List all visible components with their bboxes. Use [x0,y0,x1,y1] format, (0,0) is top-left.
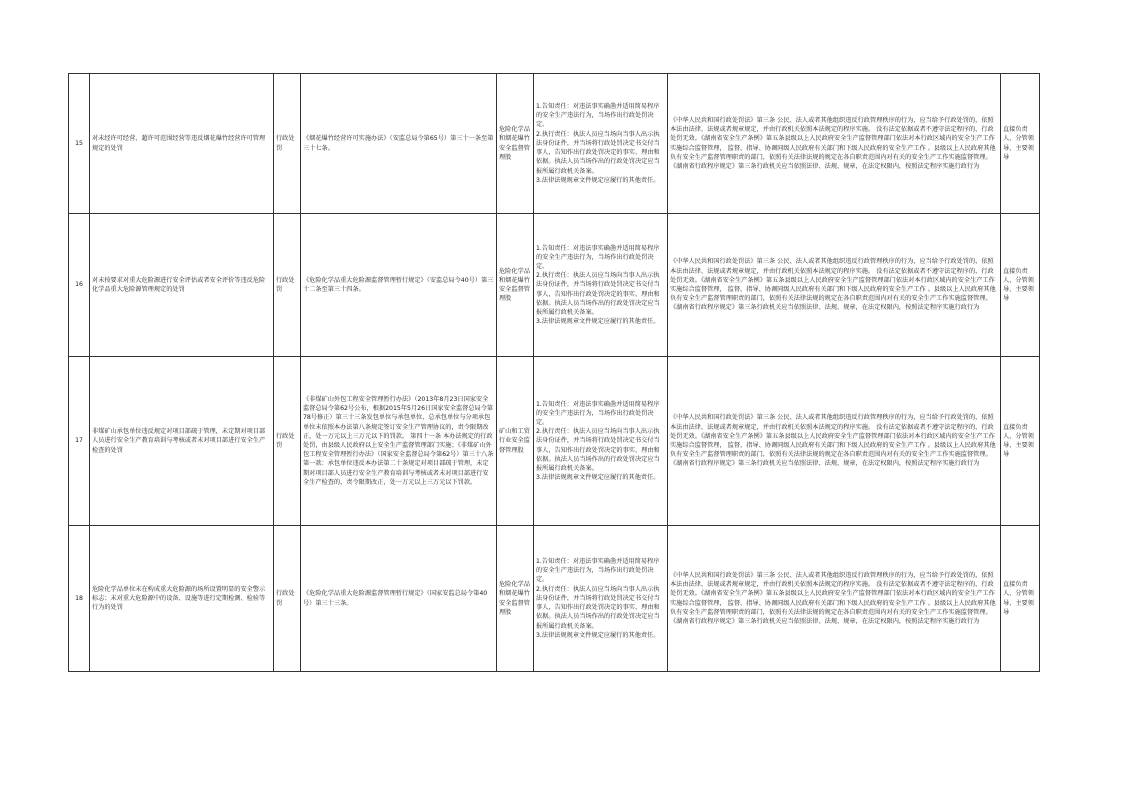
duty-item: 1.告知责任：对违法事实确凿并适用简易程序的安全生产违法行为，当场作出行政处罚决定。 [536,400,660,426]
accountable-persons: 直接负责人、分管领导、主要领导 [1001,214,1040,357]
table-body [69,74,1040,672]
table-row [69,74,1040,214]
accountable-persons: 直接负责人、分管领导、主要领导 [1001,74,1040,214]
duty-content [534,74,668,214]
duty-item: 1.告知责任：对违法事实确凿并适用简易程序的安全生产违法行为，当场作出行政处罚决定。 [536,558,660,584]
duty-content [534,526,668,672]
duty-item: 2.执行责任：执法人员应当场向当事人出示执法身份证件，并当场将行政处罚决定书交付当事人，告知作出行政处罚决定的事实、理由和依据。执法人员当场作出的行政处罚决定应当报所属行政机关备案。 [536,428,660,472]
duty-item: 2.执行责任：执法人员应当场向当事人出示执法身份证件，并当场将行政处罚决定书交付当事人，告知作出行政处罚决定的事实、理由和依据。执法人员当场作出的行政处罚决定应当报所属行政机关备案。 [536,272,660,316]
row-number: 18 [69,526,90,672]
accountability-basis: 《中华人民共和国行政处罚法》第三条 公民、法人或者其他组织违反行政管理秩序的行为，应当给予行政处罚的，依照本法由法律、法规或者规章规定，并由行政机关依照本法规定的程序实施。 没有法定依据或者不遵守法定程序的，行政处罚无效。《湖南省安全生产条例》第五条县级以上人民政府安全生产监督管理部门依法对本行政区域内的安全生产工作实施综合监督管理， 监督、指导、协调同级人民政府有关部门和下级人民政府的安全生产工作 。县级以上人民政府其他负有安全生产监督管理职责的部门，依照有关法律法规的规定在各自职责范围内对有关的安全生产工作实施监督管理。《湖南省行政程序规定》第三条行政机关应当依照法律、法规、规章，在法定权限内，按照法定程序实施行政行为 [668,526,1001,672]
duty-item: 3.法律法规规章文件规定应履行的其他责任。 [536,474,660,482]
accountable-persons: 直接负责人、分管领导、主要领导 [1001,526,1040,672]
item-type: 行政处罚 [274,357,301,526]
duty-item: 1.告知责任：对违法事实确凿并适用简易程序的安全生产违法行为，当场作出行政处罚决定。 [536,244,660,270]
accountability-basis: 《中华人民共和国行政处罚法》第三条 公民、法人或者其他组织违反行政管理秩序的行为，应当给予行政处罚的，依照本法由法律、法规或者规章规定，并由行政机关依照本法规定的程序实施。 没有法定依据或者不遵守法定程序的，行政处罚无效。《湖南省安全生产条例》第五条县级以上人民政府安全生产监督管理部门依法对本行政区域内的安全生产工作实施综合监督管理， 监督、指导、协调同级人民政府有关部门和下级人民政府的安全生产工作 。县级以上人民政府其他负有安全生产监督管理职责的部门，依照有关法律法规的规定在各自职责范围内对有关的安全生产工作实施监督管理。《湖南省行政程序规定》第三条行政机关应当依照法律、法规、规章，在法定权限内，按照法定程序实施行政行为 [668,357,1001,526]
legal-basis: 《危险化学品重大危险源监督管理暂行规定》（国家安监总局令第40号）第三十三条。 [301,526,497,672]
legal-basis: 《烟花爆竹经营许可实施办法》（安监总局令第65号）第三十一条至第三十七条。 [301,74,497,214]
responsible-dept: 危险化学品和烟花爆竹安全监督管理股 [497,214,534,357]
item-type: 行政处罚 [274,74,301,214]
duty-content [534,357,668,526]
table-row [69,214,1040,357]
table-row [69,357,1040,526]
duty-item: 1.告知责任：对违法事实确凿并适用简易程序的安全生产违法行为，当场作出行政处罚决定。 [536,103,660,129]
duty-content [534,214,668,357]
row-number: 15 [69,74,90,214]
accountability-basis: 《中华人民共和国行政处罚法》第三条 公民、法人或者其他组织违反行政管理秩序的行为，应当给予行政处罚的，依照本法由法律、法规或者规章规定，并由行政机关依照本法规定的程序实施。 没有法定依据或者不遵守法定程序的，行政处罚无效。《湖南省安全生产条例》第五条县级以上人民政府安全生产监督管理部门依法对本行政区域内的安全生产工作实施综合监督管理， 监督、指导、协调同级人民政府有关部门和下级人民政府的安全生产工作 。县级以上人民政府其他负有安全生产监督管理职责的部门，依照有关法律法规的规定在各自职责范围内对有关的安全生产工作实施监督管理。《湖南省行政程序规定》第三条行政机关应当依照法律、法规、规章，在法定权限内，按照法定程序实施行政行为 [668,74,1001,214]
responsible-dept: 危险化学品和烟花爆竹安全监督管理股 [497,74,534,214]
duty-item: 3.法律法规规章文件规定应履行的其他责任。 [536,176,660,184]
responsibility-table [68,73,1040,672]
legal-basis: 《危险化学品重大危险源监督管理暂行规定》（安监总局令40号）第三十二条至第三十四条。 [301,214,497,357]
duty-item: 2.执行责任：执法人员应当场向当事人出示执法身份证件，并当场将行政处罚决定书交付当事人，告知作出行政处罚决定的事实、理由和依据。执法人员当场作出的行政处罚决定应当报所属行政机关备案。 [536,585,660,630]
item-name: 对未按要求对重大危险源进行安全评估或者安全评价等违反危险化学品重大危险源管理规定的处罚 [90,214,274,357]
item-type: 行政处罚 [274,526,301,672]
legal-basis: 《非煤矿山外包工程安全管理暂行办法》（2013年8月23日国家安全监督总局令第62号公布，根据2015年5月26日国家安全监督总局令第78号修正）第三十三条发包单位与承包单位、总承包单位与分项承包单位未依照本办法第八条规定签订安全生产管理协议的，责令限期改正，处一万元以上三万元以下的罚款。 第四十一条 本办法规定的行政处罚，由县级人民政府以上安全生产监督管理部门实施；《非煤矿山外包工程安全管理暂行办法》（国家安全监督总局令第62号）第三十八条第一款：承包单位违反本办法第二十条规定对项目部疏于管理，未定期对项目部人员进行安全生产教育培训与考核或者未对项目部进行安全生产检查的，责令限期改正，处一万元以上三万元以下罚款。 [301,357,497,526]
row-number: 17 [69,357,90,526]
duty-item: 3.法律法规规章文件规定应履行的其他责任。 [536,318,660,326]
responsible-dept: 危险化学品和烟花爆竹安全监督管理股 [497,526,534,672]
accountability-basis: 《中华人民共和国行政处罚法》第三条 公民、法人或者其他组织违反行政管理秩序的行为，应当给予行政处罚的，依照本法由法律、法规或者规章规定，并由行政机关依照本法规定的程序实施。 没有法定依据或者不遵守法定程序的，行政处罚无效。《湖南省安全生产条例》第五条县级以上人民政府安全生产监督管理部门依法对本行政区域内的安全生产工作实施综合监督管理， 监督、指导、协调同级人民政府有关部门和下级人民政府的安全生产工作 。县级以上人民政府其他负有安全生产监督管理职责的部门，依照有关法律法规的规定在各自职责范围内对有关的安全生产工作实施监督管理。《湖南省行政程序规定》第三条行政机关应当依照法律、法规、规章，在法定权限内，按照法定程序实施行政行为 [668,214,1001,357]
item-type: 行政处罚 [274,214,301,357]
item-name: 非煤矿山承包单位违反规定对项目部疏于管理，未定期对项目部人员进行安全生产教育培训与考核或者未对项目部进行安全生产检查的处罚 [90,357,274,526]
row-number: 16 [69,214,90,357]
accountable-persons: 直接负责人、分管领导、主要领导 [1001,357,1040,526]
responsible-dept: 矿山和工贸行业安全监督管理股 [497,357,534,526]
item-name: 危险化学品单位未在构成重大危险源的场所设置明显的安全警示标志；未对重大危险源中的设备、设施等进行定期检测、检验等行为的处罚 [90,526,274,672]
item-name: 对未经许可经营、超许可范围经营等违反烟花爆竹经营许可管理规定的处罚 [90,74,274,214]
duty-item: 2.执行责任：执法人员应当场向当事人出示执法身份证件，并当场将行政处罚决定书交付当事人，告知作出行政处罚决定的事实、理由和依据。执法人员当场作出的行政处罚决定应当报所属行政机关备案。 [536,130,660,175]
table-row [69,526,1040,672]
duty-item: 3.法律法规规章文件规定应履行的其他责任。 [536,631,660,639]
